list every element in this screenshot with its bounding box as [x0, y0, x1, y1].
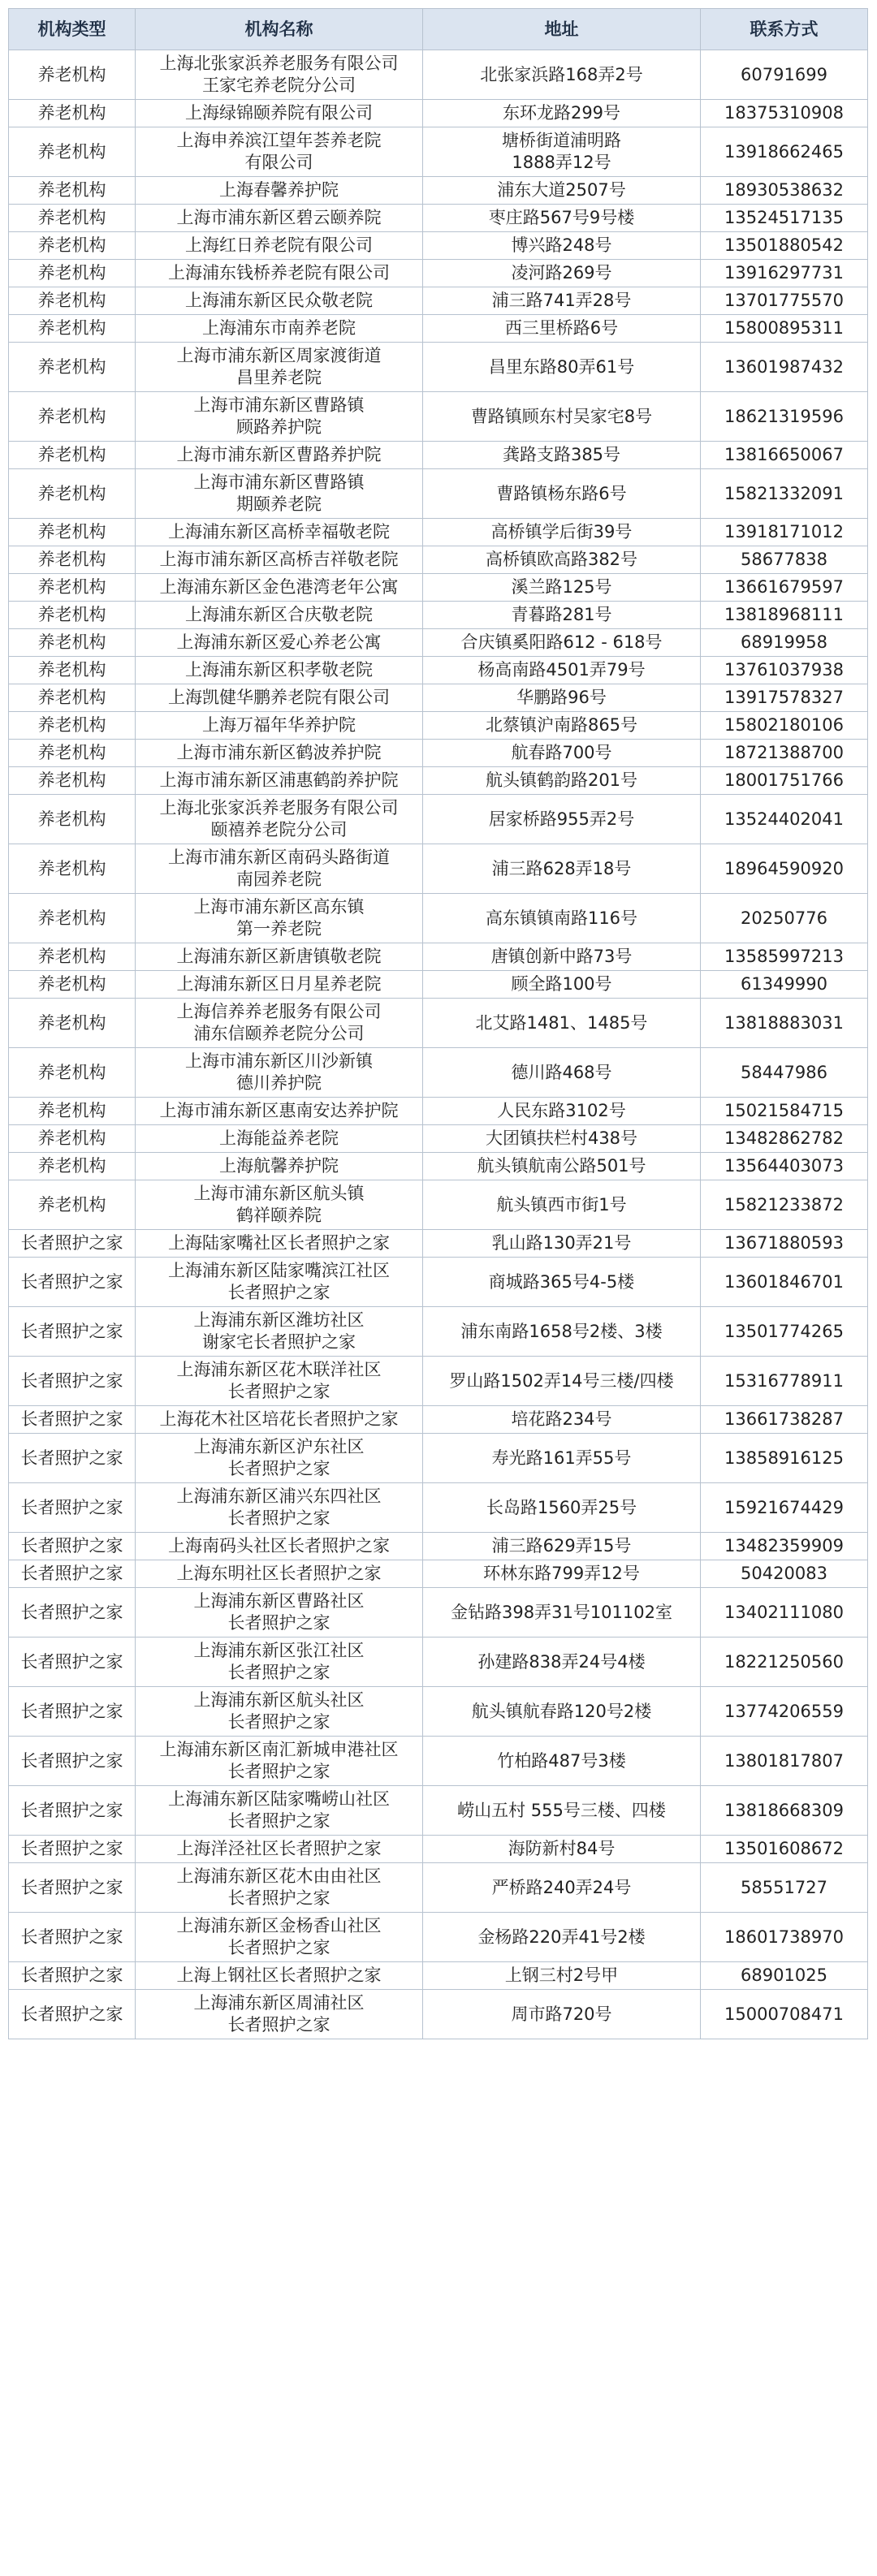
cell-type: 养老机构 — [9, 287, 136, 315]
table-row — [9, 1098, 868, 1125]
cell-address: 合庆镇奚阳路612 - 618号 — [423, 629, 701, 657]
cell-type: 养老机构 — [9, 1153, 136, 1180]
cell-name: 上海市浦东新区南码头路街道 南园养老院 — [136, 844, 423, 894]
cell-type: 养老机构 — [9, 894, 136, 943]
cell-name: 上海浦东钱桥养老院有限公司 — [136, 260, 423, 287]
cell-name: 上海市浦东新区高桥吉祥敬老院 — [136, 546, 423, 574]
table-row — [9, 844, 868, 894]
cell-type: 长者照护之家 — [9, 1687, 136, 1737]
cell-contact: 15821332091 — [701, 469, 868, 519]
cell-type: 养老机构 — [9, 442, 136, 469]
cell-contact: 13501774265 — [701, 1307, 868, 1357]
cell-contact: 58677838 — [701, 546, 868, 574]
table-row — [9, 1406, 868, 1434]
cell-contact: 13918662465 — [701, 127, 868, 177]
cell-type: 养老机构 — [9, 50, 136, 100]
table-row — [9, 260, 868, 287]
table-row — [9, 1483, 868, 1533]
cell-type: 长者照护之家 — [9, 1588, 136, 1638]
cell-address: 长岛路1560弄25号 — [423, 1483, 701, 1533]
cell-contact: 15000708471 — [701, 1990, 868, 2039]
table-body — [9, 50, 868, 2039]
cell-name: 上海浦东新区周浦社区 长者照护之家 — [136, 1990, 423, 2039]
cell-address: 严桥路240弄24号 — [423, 1863, 701, 1913]
table-row — [9, 546, 868, 574]
cell-contact: 13818668309 — [701, 1786, 868, 1836]
cell-address: 浦东南路1658号2楼、3楼 — [423, 1307, 701, 1357]
cell-contact: 15800895311 — [701, 315, 868, 343]
table-row — [9, 1836, 868, 1863]
cell-name: 上海市浦东新区鹤波养护院 — [136, 740, 423, 767]
cell-contact: 18221250560 — [701, 1638, 868, 1687]
cell-address: 东环龙路299号 — [423, 100, 701, 127]
table-row — [9, 343, 868, 392]
cell-contact: 13585997213 — [701, 943, 868, 971]
cell-type: 养老机构 — [9, 343, 136, 392]
cell-contact: 18964590920 — [701, 844, 868, 894]
cell-address: 航头镇西市街1号 — [423, 1180, 701, 1230]
cell-type: 长者照护之家 — [9, 1913, 136, 1962]
cell-address: 顾全路100号 — [423, 971, 701, 999]
table-row — [9, 1357, 868, 1406]
cell-contact: 18001751766 — [701, 767, 868, 795]
table-row — [9, 574, 868, 602]
table-row — [9, 1638, 868, 1687]
cell-name: 上海绿锦颐养院有限公司 — [136, 100, 423, 127]
cell-address: 环林东路799弄12号 — [423, 1560, 701, 1588]
cell-type: 养老机构 — [9, 844, 136, 894]
table-row — [9, 205, 868, 232]
cell-name: 上海北张家浜养老服务有限公司 颐禧养老院分公司 — [136, 795, 423, 844]
cell-address: 周市路720号 — [423, 1990, 701, 2039]
cell-type: 长者照护之家 — [9, 1962, 136, 1990]
table-row — [9, 177, 868, 205]
table-row — [9, 1125, 868, 1153]
cell-name: 上海浦东新区高桥幸福敬老院 — [136, 519, 423, 546]
table-row — [9, 1962, 868, 1990]
table-row — [9, 1533, 868, 1560]
cell-type: 养老机构 — [9, 740, 136, 767]
cell-contact: 15821233872 — [701, 1180, 868, 1230]
cell-name: 上海浦东新区潍坊社区 谢家宅长者照护之家 — [136, 1307, 423, 1357]
cell-type: 养老机构 — [9, 315, 136, 343]
table-row — [9, 315, 868, 343]
table-row — [9, 767, 868, 795]
cell-name: 上海浦东新区南汇新城申港社区 长者照护之家 — [136, 1737, 423, 1786]
cell-type: 长者照护之家 — [9, 1737, 136, 1786]
table-row — [9, 100, 868, 127]
cell-type: 养老机构 — [9, 767, 136, 795]
cell-contact: 13858916125 — [701, 1434, 868, 1483]
cell-address: 航头镇航南公路501号 — [423, 1153, 701, 1180]
cell-name: 上海浦东新区浦兴东四社区 长者照护之家 — [136, 1483, 423, 1533]
cell-name: 上海春馨养护院 — [136, 177, 423, 205]
table-row — [9, 1434, 868, 1483]
cell-name: 上海市浦东新区高东镇 第一养老院 — [136, 894, 423, 943]
table-row — [9, 629, 868, 657]
cell-contact: 13916297731 — [701, 260, 868, 287]
table-row — [9, 894, 868, 943]
cell-type: 长者照护之家 — [9, 1533, 136, 1560]
table-row — [9, 1180, 868, 1230]
cell-name: 上海浦东新区沪东社区 长者照护之家 — [136, 1434, 423, 1483]
cell-type: 长者照护之家 — [9, 1560, 136, 1588]
cell-name: 上海浦东新区花木由由社区 长者照护之家 — [136, 1863, 423, 1913]
cell-type: 养老机构 — [9, 657, 136, 684]
cell-contact: 15021584715 — [701, 1098, 868, 1125]
cell-type: 养老机构 — [9, 795, 136, 844]
table-row — [9, 50, 868, 100]
cell-type: 长者照护之家 — [9, 1483, 136, 1533]
cell-contact: 13601846701 — [701, 1258, 868, 1307]
cell-contact: 58551727 — [701, 1863, 868, 1913]
cell-contact: 18375310908 — [701, 100, 868, 127]
cell-contact: 13816650067 — [701, 442, 868, 469]
cell-contact: 13917578327 — [701, 684, 868, 712]
table-row — [9, 519, 868, 546]
table-row — [9, 1048, 868, 1098]
cell-contact: 13524402041 — [701, 795, 868, 844]
cell-address: 塘桥街道浦明路 1888弄12号 — [423, 127, 701, 177]
cell-type: 养老机构 — [9, 260, 136, 287]
cell-contact: 13501880542 — [701, 232, 868, 260]
institution-table — [8, 8, 868, 2039]
table-row — [9, 1307, 868, 1357]
cell-type: 养老机构 — [9, 943, 136, 971]
cell-contact: 13661679597 — [701, 574, 868, 602]
cell-name: 上海信养养老服务有限公司 浦东信颐养老院分公司 — [136, 999, 423, 1048]
cell-contact: 15316778911 — [701, 1357, 868, 1406]
cell-contact: 60791699 — [701, 50, 868, 100]
table-row — [9, 999, 868, 1048]
cell-address: 金杨路220弄41号2楼 — [423, 1913, 701, 1962]
cell-contact: 58447986 — [701, 1048, 868, 1098]
cell-address: 凌河路269号 — [423, 260, 701, 287]
cell-address: 溪兰路125号 — [423, 574, 701, 602]
cell-name: 上海浦东市南养老院 — [136, 315, 423, 343]
table-row — [9, 1560, 868, 1588]
cell-name: 上海浦东新区日月星养老院 — [136, 971, 423, 999]
table-row — [9, 469, 868, 519]
cell-name: 上海申养滨江望年荟养老院 有限公司 — [136, 127, 423, 177]
table-row — [9, 943, 868, 971]
cell-type: 养老机构 — [9, 519, 136, 546]
table-row — [9, 127, 868, 177]
cell-contact: 13482862782 — [701, 1125, 868, 1153]
institution-table-container — [8, 8, 867, 2039]
cell-type: 长者照护之家 — [9, 1307, 136, 1357]
table-row — [9, 602, 868, 629]
table-row — [9, 232, 868, 260]
cell-contact: 13501608672 — [701, 1836, 868, 1863]
cell-type: 长者照护之家 — [9, 1836, 136, 1863]
cell-contact: 15802180106 — [701, 712, 868, 740]
cell-address: 昌里东路80弄61号 — [423, 343, 701, 392]
cell-contact: 13402111080 — [701, 1588, 868, 1638]
cell-name: 上海浦东新区曹路社区 长者照护之家 — [136, 1588, 423, 1638]
header-name: 机构名称 — [136, 9, 423, 50]
cell-type: 养老机构 — [9, 602, 136, 629]
cell-name: 上海浦东新区合庆敬老院 — [136, 602, 423, 629]
cell-name: 上海东明社区长者照护之家 — [136, 1560, 423, 1588]
cell-type: 养老机构 — [9, 684, 136, 712]
cell-name: 上海市浦东新区航头镇 鹤祥颐养院 — [136, 1180, 423, 1230]
cell-type: 养老机构 — [9, 469, 136, 519]
table-row — [9, 1153, 868, 1180]
table-row — [9, 684, 868, 712]
cell-contact: 13601987432 — [701, 343, 868, 392]
table-row — [9, 795, 868, 844]
cell-name: 上海浦东新区爱心养老公寓 — [136, 629, 423, 657]
cell-type: 长者照护之家 — [9, 1434, 136, 1483]
cell-type: 养老机构 — [9, 546, 136, 574]
cell-address: 德川路468号 — [423, 1048, 701, 1098]
cell-name: 上海浦东新区新唐镇敬老院 — [136, 943, 423, 971]
cell-address: 曹路镇顾东村吴家宅8号 — [423, 392, 701, 442]
cell-type: 长者照护之家 — [9, 1990, 136, 2039]
cell-contact: 13482359909 — [701, 1533, 868, 1560]
cell-type: 养老机构 — [9, 1125, 136, 1153]
cell-contact: 18930538632 — [701, 177, 868, 205]
cell-contact: 13761037938 — [701, 657, 868, 684]
cell-address: 居家桥路955弄2号 — [423, 795, 701, 844]
header-contact: 联系方式 — [701, 9, 868, 50]
cell-name: 上海市浦东新区曹路镇 顾路养护院 — [136, 392, 423, 442]
cell-contact: 13818883031 — [701, 999, 868, 1048]
cell-name: 上海能益养老院 — [136, 1125, 423, 1153]
cell-address: 青暮路281号 — [423, 602, 701, 629]
table-row — [9, 971, 868, 999]
cell-name: 上海市浦东新区惠南安达养护院 — [136, 1098, 423, 1125]
cell-address: 龚路支路385号 — [423, 442, 701, 469]
cell-name: 上海浦东新区航头社区 长者照护之家 — [136, 1687, 423, 1737]
table-row — [9, 1687, 868, 1737]
cell-address: 西三里桥路6号 — [423, 315, 701, 343]
cell-type: 长者照护之家 — [9, 1638, 136, 1687]
cell-name: 上海万福年华养护院 — [136, 712, 423, 740]
cell-type: 养老机构 — [9, 232, 136, 260]
cell-contact: 68919958 — [701, 629, 868, 657]
cell-address: 人民东路3102号 — [423, 1098, 701, 1125]
cell-address: 浦三路629弄15号 — [423, 1533, 701, 1560]
cell-address: 浦东大道2507号 — [423, 177, 701, 205]
cell-contact: 13818968111 — [701, 602, 868, 629]
cell-contact: 13701775570 — [701, 287, 868, 315]
cell-address: 高桥镇欧高路382号 — [423, 546, 701, 574]
table-row — [9, 1230, 868, 1258]
cell-address: 曹路镇杨东路6号 — [423, 469, 701, 519]
cell-address: 崂山五村 555号三楼、四楼 — [423, 1786, 701, 1836]
cell-name: 上海浦东新区积孝敬老院 — [136, 657, 423, 684]
table-row — [9, 1258, 868, 1307]
cell-contact: 68901025 — [701, 1962, 868, 1990]
cell-address: 培花路234号 — [423, 1406, 701, 1434]
cell-name: 上海浦东新区花木联洋社区 长者照护之家 — [136, 1357, 423, 1406]
cell-address: 商城路365号4-5楼 — [423, 1258, 701, 1307]
cell-address: 北张家浜路168弄2号 — [423, 50, 701, 100]
cell-contact: 20250776 — [701, 894, 868, 943]
cell-type: 养老机构 — [9, 971, 136, 999]
cell-contact: 13774206559 — [701, 1687, 868, 1737]
cell-name: 上海市浦东新区浦惠鹤韵养护院 — [136, 767, 423, 795]
cell-contact: 50420083 — [701, 1560, 868, 1588]
cell-contact: 13564403073 — [701, 1153, 868, 1180]
cell-contact: 13524517135 — [701, 205, 868, 232]
cell-address: 枣庄路567号9号楼 — [423, 205, 701, 232]
table-row — [9, 1913, 868, 1962]
cell-contact: 13918171012 — [701, 519, 868, 546]
cell-type: 养老机构 — [9, 177, 136, 205]
header-address: 地址 — [423, 9, 701, 50]
table-row — [9, 392, 868, 442]
cell-contact: 13801817807 — [701, 1737, 868, 1786]
cell-type: 长者照护之家 — [9, 1786, 136, 1836]
table-row — [9, 1863, 868, 1913]
cell-name: 上海市浦东新区周家渡街道 昌里养老院 — [136, 343, 423, 392]
cell-contact: 13671880593 — [701, 1230, 868, 1258]
table-row — [9, 1588, 868, 1638]
table-header-row — [9, 9, 868, 50]
table-row — [9, 657, 868, 684]
cell-name: 上海浦东新区金色港湾老年公寓 — [136, 574, 423, 602]
cell-address: 罗山路1502弄14号三楼/四楼 — [423, 1357, 701, 1406]
table-row — [9, 1737, 868, 1786]
cell-type: 养老机构 — [9, 999, 136, 1048]
table-row — [9, 740, 868, 767]
cell-address: 寿光路161弄55号 — [423, 1434, 701, 1483]
cell-contact: 15921674429 — [701, 1483, 868, 1533]
cell-address: 浦三路628弄18号 — [423, 844, 701, 894]
cell-name: 上海花木社区培花长者照护之家 — [136, 1406, 423, 1434]
cell-name: 上海浦东新区金杨香山社区 长者照护之家 — [136, 1913, 423, 1962]
cell-address: 高桥镇学后街39号 — [423, 519, 701, 546]
cell-type: 养老机构 — [9, 712, 136, 740]
cell-address: 乳山路130弄21号 — [423, 1230, 701, 1258]
cell-name: 上海市浦东新区曹路镇 期颐养老院 — [136, 469, 423, 519]
cell-name: 上海南码头社区长者照护之家 — [136, 1533, 423, 1560]
cell-address: 大团镇扶栏村438号 — [423, 1125, 701, 1153]
cell-name: 上海上钢社区长者照护之家 — [136, 1962, 423, 1990]
table-row — [9, 1786, 868, 1836]
cell-type: 长者照护之家 — [9, 1258, 136, 1307]
cell-name: 上海浦东新区陆家嘴滨江社区 长者照护之家 — [136, 1258, 423, 1307]
table-row — [9, 712, 868, 740]
cell-address: 金钻路398弄31号101102室 — [423, 1588, 701, 1638]
cell-address: 竹柏路487号3楼 — [423, 1737, 701, 1786]
table-row — [9, 442, 868, 469]
cell-address: 航头镇航春路120号2楼 — [423, 1687, 701, 1737]
cell-address: 孙建路838弄24号4楼 — [423, 1638, 701, 1687]
cell-address: 航头镇鹤韵路201号 — [423, 767, 701, 795]
cell-address: 上钢三村2号甲 — [423, 1962, 701, 1990]
cell-type: 长者照护之家 — [9, 1357, 136, 1406]
cell-address: 华鹏路96号 — [423, 684, 701, 712]
cell-name: 上海红日养老院有限公司 — [136, 232, 423, 260]
cell-name: 上海航馨养护院 — [136, 1153, 423, 1180]
cell-type: 养老机构 — [9, 392, 136, 442]
cell-address: 北艾路1481、1485号 — [423, 999, 701, 1048]
cell-address: 浦三路741弄28号 — [423, 287, 701, 315]
cell-type: 养老机构 — [9, 127, 136, 177]
cell-name: 上海凯健华鹏养老院有限公司 — [136, 684, 423, 712]
cell-address: 杨高南路4501弄79号 — [423, 657, 701, 684]
cell-address: 博兴路248号 — [423, 232, 701, 260]
cell-address: 海防新村84号 — [423, 1836, 701, 1863]
cell-type: 养老机构 — [9, 1098, 136, 1125]
cell-address: 唐镇创新中路73号 — [423, 943, 701, 971]
cell-name: 上海北张家浜养老服务有限公司 王家宅养老院分公司 — [136, 50, 423, 100]
table-row — [9, 287, 868, 315]
cell-name: 上海市浦东新区碧云颐养院 — [136, 205, 423, 232]
cell-name: 上海市浦东新区川沙新镇 德川养护院 — [136, 1048, 423, 1098]
cell-type: 养老机构 — [9, 1048, 136, 1098]
cell-contact: 13661738287 — [701, 1406, 868, 1434]
cell-contact: 61349990 — [701, 971, 868, 999]
cell-name: 上海浦东新区民众敬老院 — [136, 287, 423, 315]
cell-type: 长者照护之家 — [9, 1230, 136, 1258]
cell-type: 养老机构 — [9, 1180, 136, 1230]
cell-contact: 18621319596 — [701, 392, 868, 442]
cell-name: 上海洋泾社区长者照护之家 — [136, 1836, 423, 1863]
cell-name: 上海市浦东新区曹路养护院 — [136, 442, 423, 469]
header-type: 机构类型 — [9, 9, 136, 50]
cell-name: 上海陆家嘴社区长者照护之家 — [136, 1230, 423, 1258]
cell-contact: 18601738970 — [701, 1913, 868, 1962]
cell-address: 航春路700号 — [423, 740, 701, 767]
cell-type: 养老机构 — [9, 629, 136, 657]
cell-type: 养老机构 — [9, 100, 136, 127]
cell-name: 上海浦东新区张江社区 长者照护之家 — [136, 1638, 423, 1687]
cell-address: 高东镇镇南路116号 — [423, 894, 701, 943]
cell-type: 长者照护之家 — [9, 1406, 136, 1434]
cell-type: 长者照护之家 — [9, 1863, 136, 1913]
cell-address: 北蔡镇沪南路865号 — [423, 712, 701, 740]
cell-type: 养老机构 — [9, 574, 136, 602]
cell-type: 养老机构 — [9, 205, 136, 232]
table-row — [9, 1990, 868, 2039]
cell-name: 上海浦东新区陆家嘴崂山社区 长者照护之家 — [136, 1786, 423, 1836]
cell-contact: 18721388700 — [701, 740, 868, 767]
